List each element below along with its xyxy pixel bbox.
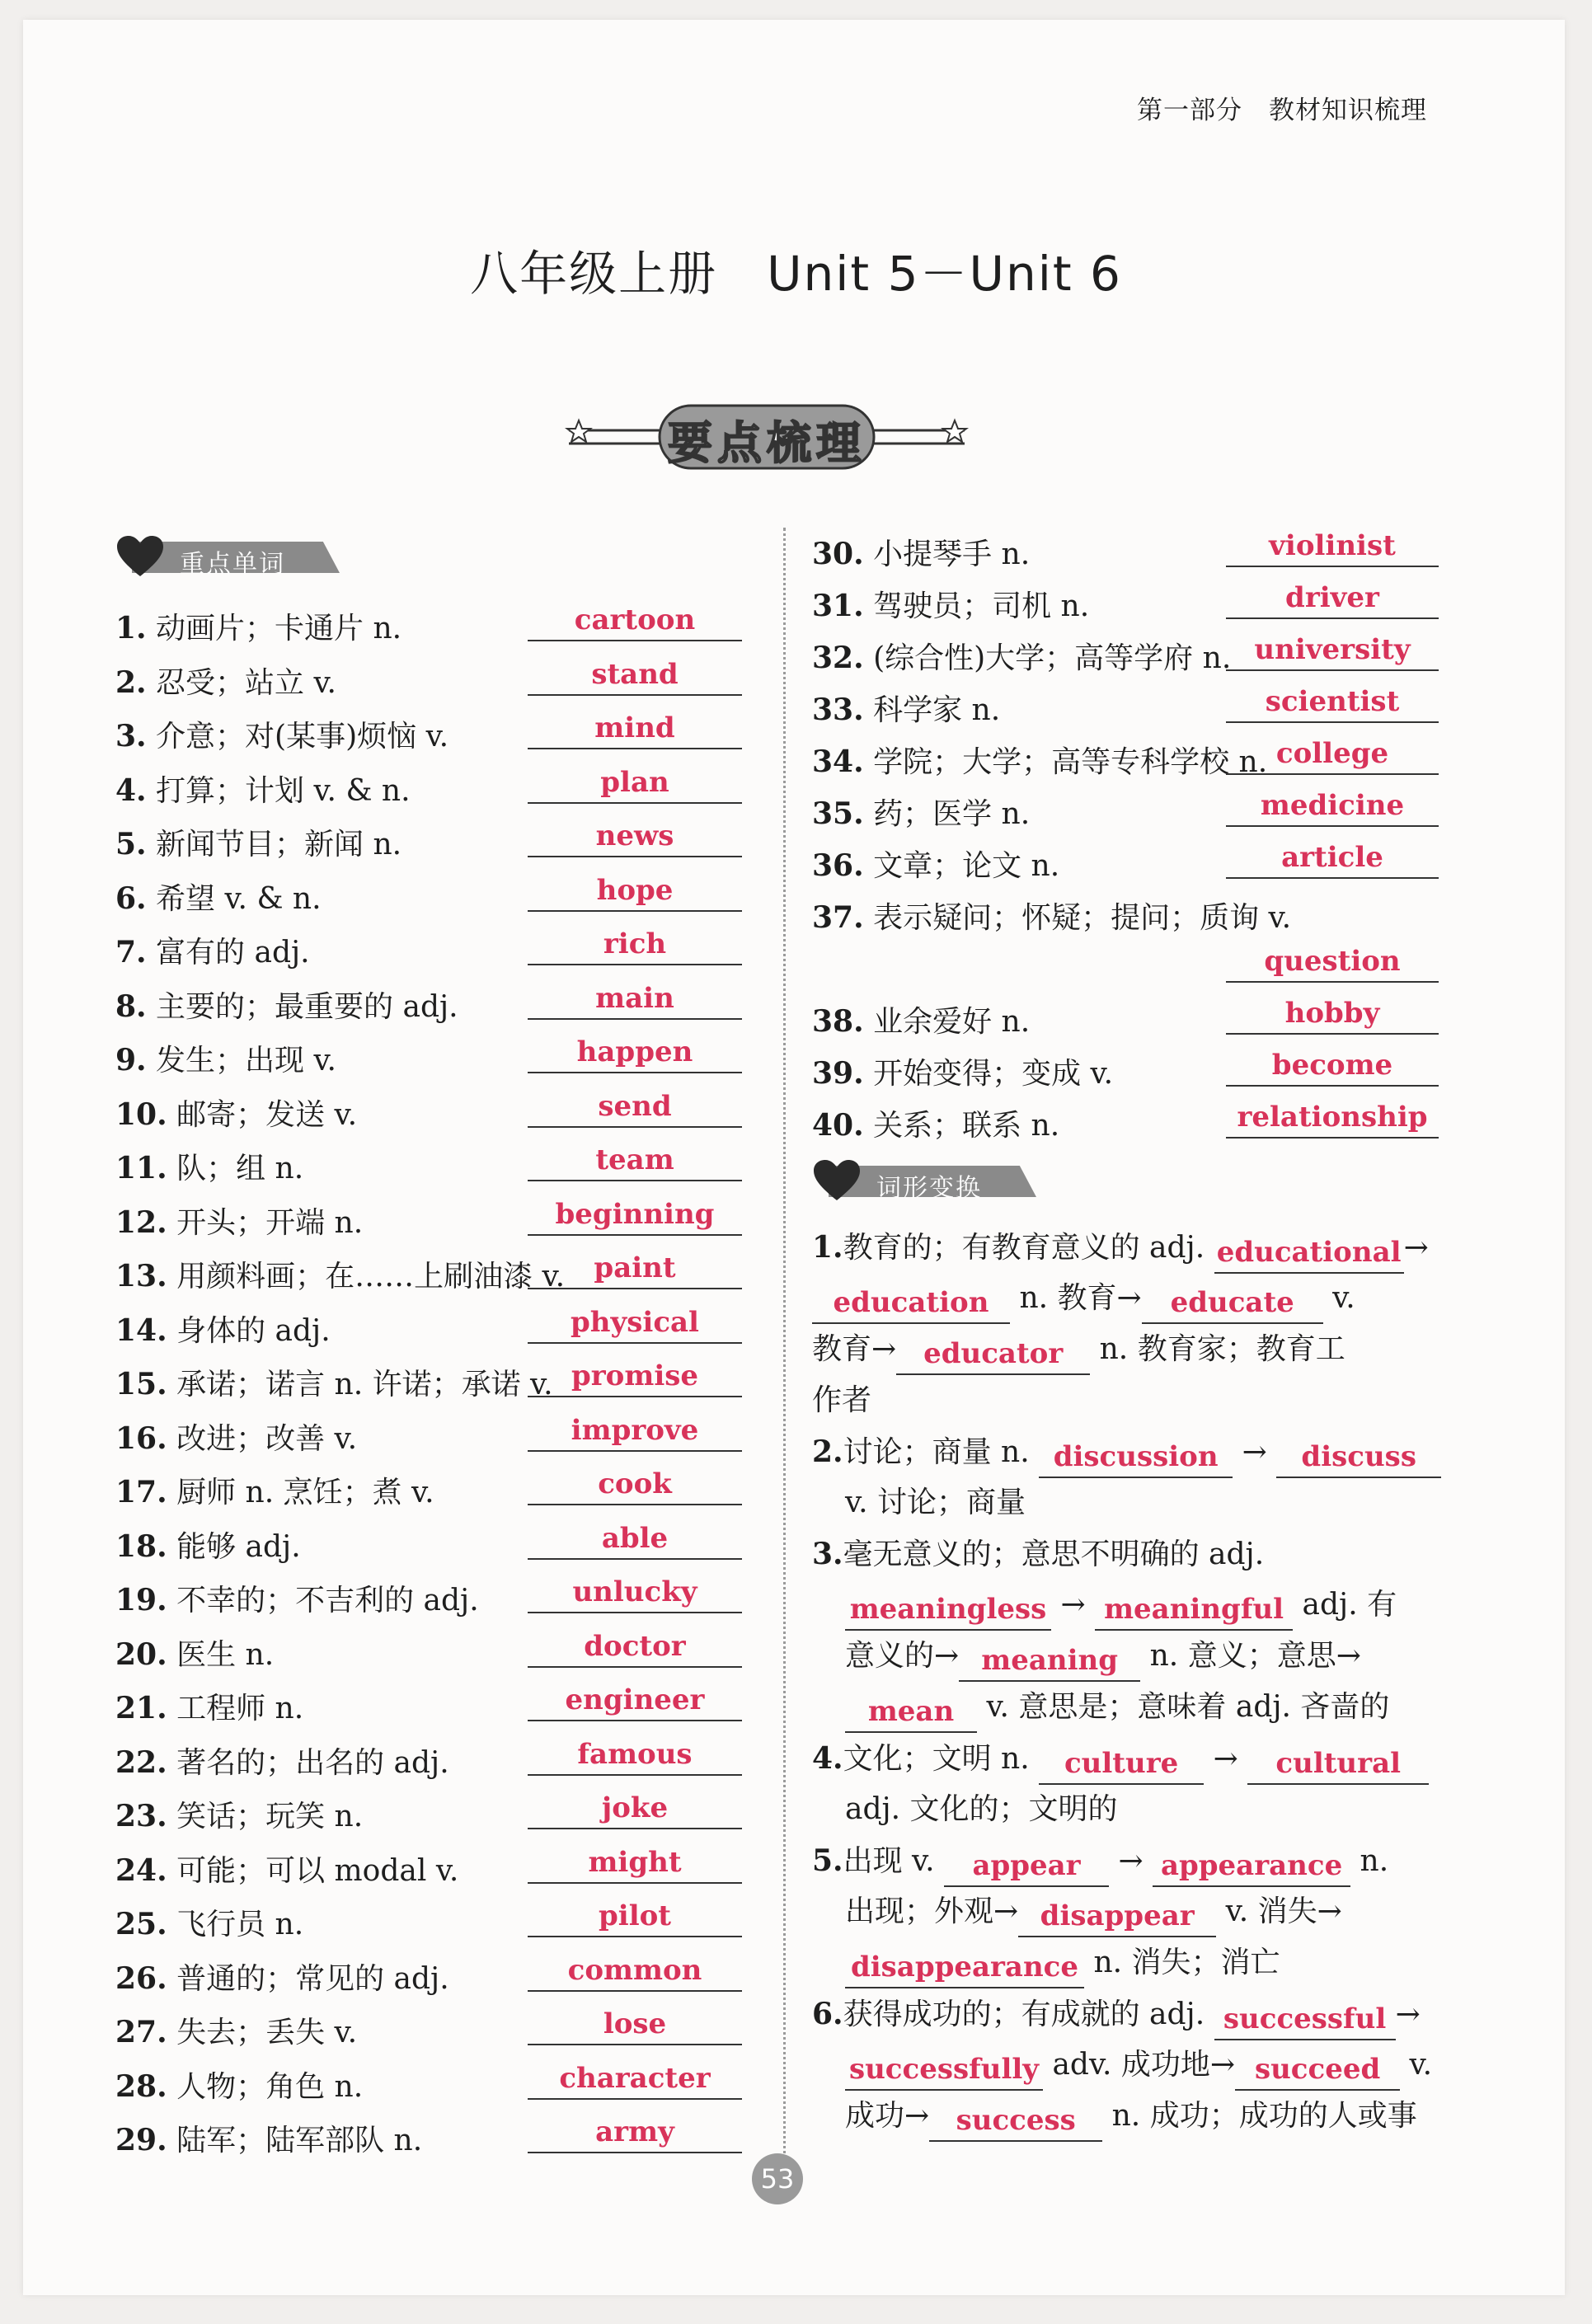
prompt-text: 发生；出现 v. [156,1044,337,1077]
heart-icon [115,535,165,578]
word-item [115,1088,742,1143]
item-number: 25. [115,1907,167,1941]
word-item [115,926,742,980]
prompt-text: 队；组 n. [176,1152,304,1185]
wf-q4-line2 [812,1784,1455,1835]
answer-blank[interactable]: meaningful [1095,1591,1293,1631]
item-number: 27. [115,2015,167,2049]
arrow: → [1242,1435,1267,1469]
prompt-text: 身体的 adj. [176,1313,331,1348]
prompt-text: n. 消失；消亡 [1093,1946,1280,1979]
prompt-text: v. [1332,1281,1355,1315]
word-prompt [115,1308,331,1350]
prompt-text: (综合性)大学；高等学府 n. [873,641,1232,675]
prompt-text: adj. 文化的；文明的 [845,1792,1118,1826]
word-item [115,710,742,764]
prompt-text: 开始变得；变成 v. [873,1057,1114,1091]
word-prompt [115,605,402,647]
wf-q6-line3 [812,2091,1455,2142]
arrow: → [1403,1231,1429,1265]
word-item [812,631,1439,683]
prompt-text: 小提琴手 n. [873,538,1031,571]
prompt-text: 希望 v. & n. [156,881,322,916]
word-prompt [115,1793,363,1835]
answer-blank[interactable]: team [528,1142,742,1181]
arrow: → [1118,1844,1144,1878]
answer-blank[interactable]: promise [528,1358,742,1397]
word-prompt [115,1145,303,1187]
word-prompt [115,1416,357,1458]
word-item [115,1034,742,1088]
word-prompt [115,1631,274,1674]
answer-blank[interactable]: violinist [1226,528,1439,567]
item-number: 13. [115,1259,167,1293]
word-item [812,683,1439,735]
answer-blank[interactable]: news [528,818,742,857]
prompt-text: n. 教育家；教育工 [1099,1332,1345,1366]
word-item [115,1844,742,1899]
answer-blank[interactable]: article [1226,839,1439,879]
word-item [115,1142,742,1196]
word-prompt [812,894,1291,937]
item-number: 11. [115,1151,167,1185]
prompt-text: adv. 成功地→ [1052,2048,1236,2082]
word-item [115,656,742,711]
item-number: 3. [812,1537,843,1571]
word-prompt [115,1469,434,1511]
answer-blank[interactable]: main [528,980,742,1020]
prompt-text: 工程师 n. [176,1692,304,1725]
prompt-text: v. [1409,2048,1433,2082]
answer-blank[interactable]: beginning [528,1196,742,1236]
prompt-text: 成功→ [845,2099,930,2133]
word-prompt [115,1361,553,1403]
prompt-text: n. 教育→ [1019,1281,1142,1315]
word-item [115,1358,742,1412]
wf-q4-line1 [812,1733,1455,1784]
word-prompt [812,739,1267,781]
word-prompt [812,998,1030,1040]
prompt-text: 文章；论文 n. [873,849,1060,883]
answer-blank[interactable]: pilot [528,1898,742,1937]
item-number: 15. [115,1367,167,1401]
prompt-text: 讨论；商量 n. [843,1435,1030,1469]
item-number: 16. [115,1420,167,1456]
answer-blank[interactable]: mean [845,1693,977,1733]
item-number: 4. [115,772,147,808]
running-header: 第一部分 教材知识梳理 [1137,96,1427,125]
answer-blank[interactable]: hope [528,872,742,912]
item-number: 37. [812,900,864,935]
prompt-text: 可能；可以 modal v. [176,1853,459,1888]
wf-q1-line3 [812,1324,1455,1375]
word-prompt [115,768,411,810]
item-number: 14. [115,1312,167,1348]
prompt-text: 获得成功的；有成就的 adj. [843,1998,1205,2031]
word-prompt [115,2063,363,2106]
answer-blank[interactable]: character [528,2060,742,2100]
answer-blank[interactable]: appear [944,1847,1109,1887]
item-number: 32. [812,641,864,675]
item-number: 17. [115,1475,167,1509]
prompt-text: 意义的→ [845,1639,960,1673]
answer-blank[interactable]: engineer [528,1682,742,1721]
prompt-text: 笑话；玩笑 n. [176,1800,364,1833]
column-divider [783,528,786,2160]
answer-blank[interactable]: plan [528,764,742,804]
answer-blank[interactable]: question [1226,943,1439,983]
page-title: 八年级上册 Unit 5－Unit 6 [470,246,1122,302]
word-item [812,787,1439,839]
tag-label: 词形变换 [876,1174,982,1203]
word-item [115,1196,742,1251]
item-number: 4. [812,1741,843,1776]
word-item [812,735,1439,787]
answer-blank[interactable]: improve [528,1412,742,1452]
item-number: 2. [812,1434,843,1469]
prompt-text: 打算；计划 v. & n. [156,773,411,808]
word-item [115,764,742,819]
word-item [812,1099,1439,1151]
arrow: → [1213,1742,1238,1776]
item-number: 18. [115,1528,167,1564]
answer-blank[interactable]: physical [528,1304,742,1344]
item-number: 2. [115,664,147,700]
answer-blank[interactable]: unlucky [528,1574,742,1613]
word-prompt [115,1037,336,1079]
answer-blank[interactable]: educator [896,1336,1090,1375]
item-number: 34. [812,744,864,779]
answer-blank[interactable]: able [528,1520,742,1560]
word-prompt [115,2117,422,2159]
word-prompt [812,791,1030,833]
item-number: 9. [115,1043,147,1077]
word-prompt [812,1102,1059,1144]
prompt-text: 医生 n. [176,1637,275,1672]
answer-blank[interactable]: disappearance [845,1949,1084,1988]
word-item [115,872,742,927]
prompt-text: adj. 有 [1302,1588,1397,1622]
word-item [812,1047,1439,1099]
item-number: 38. [812,1004,864,1039]
item-number: 29. [115,2123,167,2157]
answer-blank[interactable]: cultural [1247,1745,1429,1785]
answer-blank[interactable]: stand [528,656,742,696]
prompt-text: 飞行员 n. [176,1908,304,1941]
section-tag-word-forms [812,1164,1043,1203]
prompt-text: 学院；大学；高等专科学校 n. [873,745,1268,779]
prompt-text: 科学家 n. [873,693,1001,727]
prompt-text: 普通的；常见的 adj. [176,1961,449,1996]
word-prompt [115,1577,479,1619]
word-item [115,980,742,1035]
item-number: 3. [115,719,147,754]
answer-blank[interactable]: appearance [1153,1847,1350,1887]
prompt-text: 作者 [812,1383,872,1417]
item-number: 10. [115,1096,167,1132]
answer-blank[interactable]: driver [1226,580,1439,619]
word-item [115,1952,742,2007]
prompt-text: 厨师 n. 烹饪；煮 v. [176,1476,434,1509]
prompt-text: v. 消失→ [1225,1894,1342,1928]
word-item [115,1628,742,1683]
answer-blank[interactable]: become [1226,1047,1439,1087]
prompt-text: 驾驶员；司机 n. [873,589,1090,623]
answer-blank[interactable]: discussion [1039,1439,1233,1478]
word-prompt [115,1253,565,1295]
prompt-text: 能够 adj. [176,1529,301,1564]
prompt-text: 富有的 adj. [156,936,310,970]
prompt-text: 人物；角色 n. [176,2069,364,2104]
word-prompt [115,1739,449,1782]
word-prompt [115,660,336,702]
arrow: → [1060,1588,1086,1622]
word-item [812,995,1439,1047]
item-number: 1. [115,611,147,646]
word-prompt [115,1524,301,1566]
answer-blank[interactable]: common [528,1952,742,1992]
prompt-text: 用颜料画；在……上刷油漆 v. [176,1260,566,1293]
item-number: 26. [115,1960,167,1996]
item-number: 21. [115,1691,167,1725]
answer-blank[interactable]: joke [528,1790,742,1829]
word-prompt [115,929,310,971]
word-item [115,1304,742,1359]
item-number: 39. [812,1056,864,1091]
word-item [115,1412,742,1467]
word-item [812,580,1439,631]
prompt-text: 著名的；出名的 adj. [176,1745,449,1780]
answer-blank[interactable]: educational [1214,1234,1404,1274]
word-prompt [115,1955,449,1998]
item-number: 24. [115,1852,167,1888]
answer-blank[interactable]: success [929,2102,1102,2142]
answer-blank[interactable]: meaning [959,1642,1140,1682]
word-item [115,1520,742,1575]
answer-blank[interactable]: educate [1142,1284,1323,1324]
answer-blank[interactable]: scientist [1226,683,1439,723]
prompt-text: n. 成功；成功的人或事 [1111,2099,1417,2133]
prompt-text: 失去；丢失 v. [176,2016,358,2049]
prompt-text: 邮寄；发送 v. [176,1097,358,1132]
word-prompt [115,1685,303,1727]
word-item [115,1736,742,1791]
answer-blank[interactable]: hobby [1226,995,1439,1035]
word-prompt [115,876,322,918]
word-item [812,839,1439,891]
item-number: 19. [115,1583,167,1617]
item-number: 36. [812,848,864,883]
prompt-text: 动画片；卡通片 n. [156,612,402,646]
answer-blank[interactable]: meaningless [845,1591,1051,1631]
word-prompt [115,2009,357,2051]
page-number: 53 [752,2153,803,2204]
prompt-text: 毫无意义的；意思不明确的 adj. [843,1538,1265,1571]
wf-q3-line4 [812,1682,1455,1733]
wf-q1-line1 [812,1222,1455,1273]
prompt-text: 教育的；有教育意义的 adj. [843,1231,1205,1265]
word-prompt [115,1092,357,1134]
prompt-text: 新闻节目；新闻 n. [156,828,402,862]
word-item [115,1898,742,1952]
word-prompt [115,984,458,1026]
item-number: 7. [115,935,147,970]
wf-q1-line2 [812,1273,1455,1324]
word-item [115,2006,742,2060]
word-item [115,1250,742,1304]
wf-q6-line2 [812,2040,1455,2091]
word-item [115,1682,742,1736]
wf-q5-line2 [812,1886,1455,1937]
word-item [115,602,742,656]
answer-blank[interactable]: succeed [1235,2051,1400,2091]
word-item [115,2060,742,2115]
item-number: 12. [115,1204,167,1240]
wf-q5-line1 [812,1835,1455,1886]
prompt-text: 开头；开端 n. [176,1205,364,1240]
item-number: 20. [115,1636,167,1672]
wf-q3-line3 [812,1631,1455,1682]
answer-blank[interactable]: rich [528,926,742,965]
word-prompt [812,531,1030,573]
item-number: 30. [812,537,864,571]
prompt-text: 关系；联系 n. [873,1109,1060,1143]
word-prompt [115,1847,458,1890]
word-item [115,1466,742,1520]
item-number: 33. [812,693,864,727]
prompt-text: 承诺；诺言 n. 许诺；承诺 v. [176,1368,553,1401]
item-number: 35. [812,796,864,831]
prompt-text: v. 讨论；商量 [845,1486,1026,1519]
answer-blank[interactable]: doctor [528,1628,742,1668]
answer-blank[interactable]: lose [528,2006,742,2045]
word-prompt [812,635,1231,677]
prompt-text: 出现 v. [843,1844,935,1878]
prompt-text: 教育→ [812,1332,897,1366]
wf-q2-line2 [812,1477,1455,1528]
wf-q3-line2 [812,1580,1455,1631]
item-number: 23. [115,1799,167,1833]
word-prompt [812,583,1089,625]
prompt-text: 陆军；陆军部队 n. [176,2124,423,2157]
item-number: 8. [115,988,147,1024]
item-number: 5. [115,827,147,862]
item-number: 6. [812,1997,843,2031]
answer-blank[interactable]: mind [528,710,742,749]
item-number: 1. [812,1230,843,1265]
word-prompt [812,687,1000,729]
item-number: 22. [115,1744,167,1780]
wf-q6-line1 [812,1988,1455,2040]
prompt-text: 表示疑问；怀疑；提问；质询 v. [873,901,1292,935]
tag-label: 重点单词 [180,550,285,579]
prompt-text: n. [1360,1844,1389,1878]
section-tag-key-words [115,540,346,579]
word-item [115,818,742,872]
word-prompt [812,1050,1113,1092]
prompt-text: 文化；文明 n. [843,1742,1030,1776]
wf-q3-line1 [812,1528,1455,1580]
prompt-text: 药；医学 n. [873,797,1031,831]
prompt-text: 介意；对(某事)烦恼 v. [156,720,449,754]
answer-blank[interactable]: university [1226,631,1439,671]
prompt-text: 业余爱好 n. [873,1005,1031,1039]
answer-blank[interactable]: army [528,2114,742,2153]
answer-blank[interactable]: might [528,1844,742,1884]
prompt-text: 主要的；最重要的 adj. [156,989,458,1024]
arrow: → [1395,1998,1421,2031]
answer-blank[interactable]: successful [1214,2001,1396,2040]
word-prompt [115,1901,303,1943]
heart-icon [812,1159,862,1202]
answer-blank[interactable]: paint [528,1250,742,1289]
wf-q5-line3 [812,1937,1455,1988]
answer-blank[interactable]: famous [528,1736,742,1776]
answer-blank[interactable]: discuss [1276,1439,1441,1478]
answer-blank[interactable]: relationship [1226,1099,1439,1139]
prompt-text: 忍受；站立 v. [156,665,337,700]
wf-q1-line4 [812,1375,1455,1426]
item-number: 31. [812,589,864,623]
prompt-text: 出现；外观→ [845,1894,1019,1928]
answer-blank[interactable]: happen [528,1034,742,1073]
prompt-text: n. 意义；意思→ [1149,1639,1361,1673]
item-number: 40. [812,1108,864,1143]
prompt-text: v. 意思是；意味着 adj. 吝啬的 [986,1690,1390,1724]
word-prompt [115,1200,363,1242]
answer-blank[interactable]: college [1226,735,1439,775]
answer-blank[interactable]: send [528,1088,742,1128]
word-prompt [115,821,402,863]
word-item [115,1574,742,1628]
wf-q2-line1 [812,1426,1455,1477]
answer-blank[interactable]: culture [1039,1745,1204,1785]
answer-blank[interactable]: disappear [1018,1898,1216,1937]
word-prompt [115,713,448,755]
answer-blank[interactable]: cartoon [528,602,742,641]
answer-blank[interactable]: successfully [845,2051,1043,2091]
item-number: 28. [115,2068,167,2104]
word-item [812,528,1439,580]
item-number: 5. [812,1843,843,1878]
word-item [812,891,1439,995]
answer-blank[interactable]: medicine [1226,787,1439,827]
word-item [115,1790,742,1844]
prompt-text: 不幸的；不吉利的 adj. [176,1584,479,1617]
item-number: 6. [115,880,147,916]
word-forms-section [812,1222,1455,2142]
answer-blank[interactable]: education [812,1284,1010,1324]
answer-blank[interactable]: cook [528,1466,742,1505]
word-prompt [812,843,1059,885]
prompt-text: 改进；改善 v. [176,1421,358,1456]
banner-title: 要点梳理 [668,417,866,469]
word-item [115,2114,742,2168]
